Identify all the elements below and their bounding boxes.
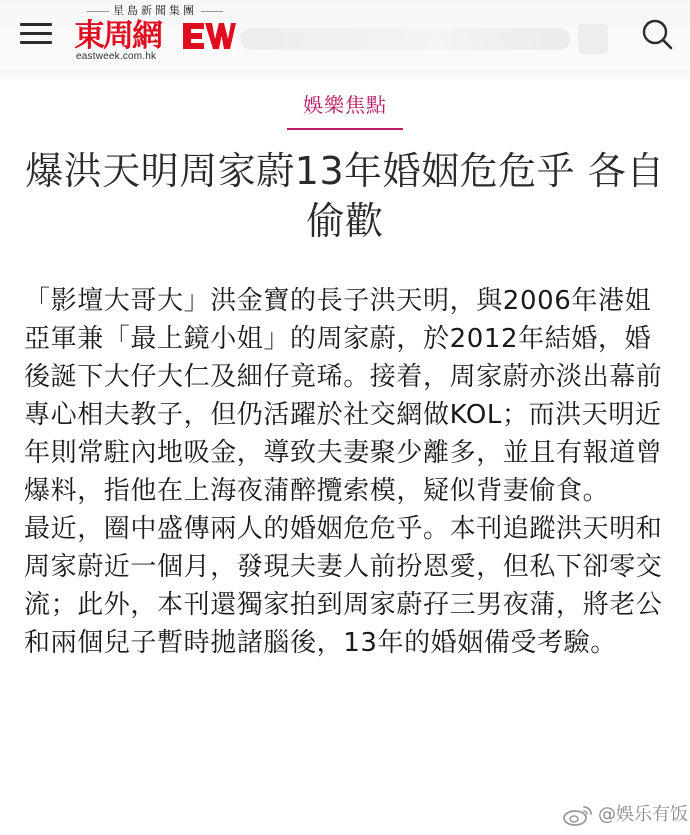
weibo-icon	[562, 804, 594, 826]
article-body	[24, 282, 672, 662]
logo-ew-mark	[180, 19, 236, 53]
logo-wordmark: 東周網	[74, 18, 161, 54]
logo-url: eastweek.com.hk	[76, 51, 157, 62]
category-underline	[287, 128, 403, 130]
header-shadow	[0, 70, 690, 82]
category-label: 娛樂焦點	[303, 93, 387, 117]
header-backdrop	[240, 28, 570, 50]
search-button[interactable]	[640, 18, 674, 52]
search-icon	[640, 18, 674, 52]
category-tag[interactable]	[287, 90, 403, 130]
hamburger-menu-icon	[20, 23, 52, 26]
watermark-text: @娛乐有饭	[598, 804, 688, 825]
site-logo[interactable]	[74, 4, 236, 64]
site-header	[0, 0, 690, 70]
article-paragraph-2: 最近，圈中盛傳兩人的婚姻危危乎。本刊追蹤洪天明和周家蔚近一個月，發現夫妻人前扮恩愛，但私下卻零交流；此外，本刊還獨家拍到周家蔚孖三男夜蒲，將老公和兩個兒子暫時拋諸腦後，13年的婚姻備受考驗。	[24, 514, 663, 658]
article-paragraph-1: 「影壇大哥大」洪金寶的長子洪天明，與2006年港姐亞軍兼「最上鏡小姐」的周家蔚，於2012年結婚，婚後誕下大仔大仁及細仔竟琋。接着，周家蔚亦淡出幕前專心相夫教子，但仍活躍於社交網做KOL；而洪天明近年則常駐內地吸金，導致夫妻聚少離多，並且有報道曾爆料，指他在上海夜蒲醉攬索模，疑似背妻偷食。	[24, 286, 663, 506]
article-title: 爆洪天明周家蔚13年婚姻危危乎 各自偷歡	[25, 149, 665, 243]
logo-group-name: 星島新聞集團	[74, 4, 236, 18]
menu-button[interactable]	[18, 20, 54, 48]
header-backdrop-box	[578, 24, 608, 54]
